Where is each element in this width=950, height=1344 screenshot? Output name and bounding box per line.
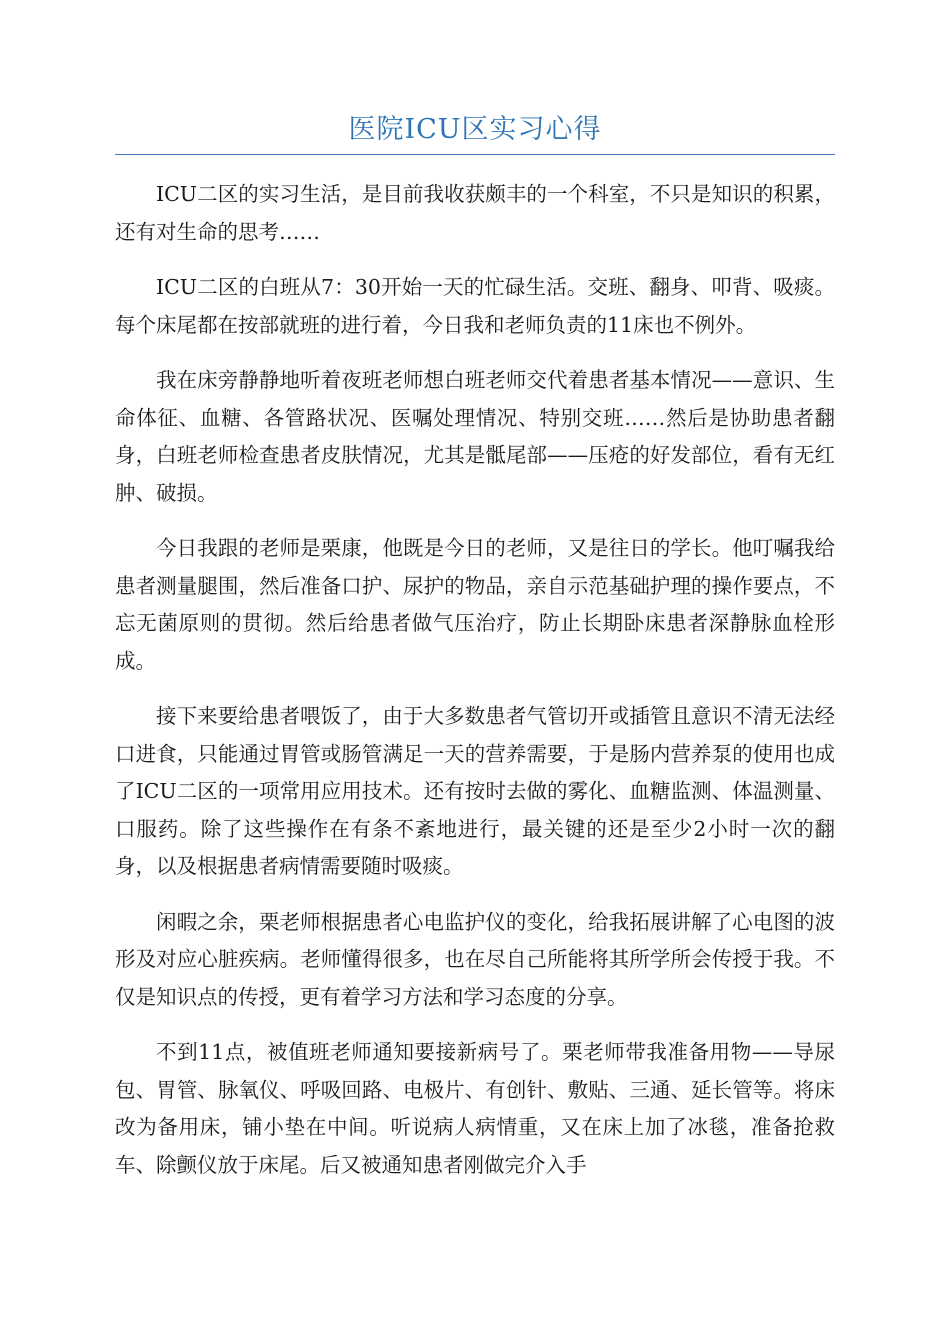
paragraph-2: ICU二区的白班从7：30开始一天的忙碌生活。交班、翻身、叩背、吸痰。每个床尾都在按部就班的进行着，今日我和老师负责的11床也不例外。 [115,275,835,337]
title-underline [115,154,835,155]
paragraph-7: 不到11点，被值班老师通知要接新病号了。栗老师带我准备用物——导尿包、胃管、脉氧仪、呼吸回路、电极片、有创针、敷贴、三通、延长管等。将床改为备用床，铺小垫在中间。听说病人病情重，又在床上加了冰毯，准备抢救车、除颤仪放于床尾。后又被通知患者刚做完介入手 [115,1040,835,1177]
paragraph-5: 接下来要给患者喂饭了，由于大多数患者气管切开或插管且意识不清无法经口进食，只能通过胃管或肠管满足一天的营养需要，于是肠内营养泵的使用也成了ICU二区的一项常用应用技术。还有按时去做的雾化、血糖监测、体温测量、口服药。除了这些操作在有条不紊地进行，最关键的还是至少2小时一次的翻身，以及根据患者病情需要随时吸痰。 [115,704,835,878]
document-title: 医院ICU区实习心得 [348,114,602,145]
paragraph-3: 我在床旁静静地听着夜班老师想白班老师交代着患者基本情况——意识、生命体征、血糖、各管路状况、医嘱处理情况、特别交班……然后是协助患者翻身，白班老师检查患者皮肤情况，尤其是骶尾部——压疮的好发部位，看有无红肿、破损。 [115,368,835,505]
paragraph-6: 闲暇之余，栗老师根据患者心电监护仪的变化，给我拓展讲解了心电图的波形及对应心脏疾病。老师懂得很多，也在尽自己所能将其所学所会传授于我。不仅是知识点的传授，更有着学习方法和学习态度的分享。 [115,909,835,1009]
paragraph-1: ICU二区的实习生活，是目前我收获颇丰的一个科室，不只是知识的积累，还有对生命的思考…… [115,182,835,244]
document-body [115,176,835,1202]
paragraph-4: 今日我跟的老师是栗康，他既是今日的老师，又是往日的学长。他叮嘱我给患者测量腿围，然后准备口护、尿护的物品，亲自示范基础护理的操作要点，不忘无菌原则的贯彻。然后给患者做气压治疗，防止长期卧床患者深静脉血栓形成。 [115,536,835,673]
